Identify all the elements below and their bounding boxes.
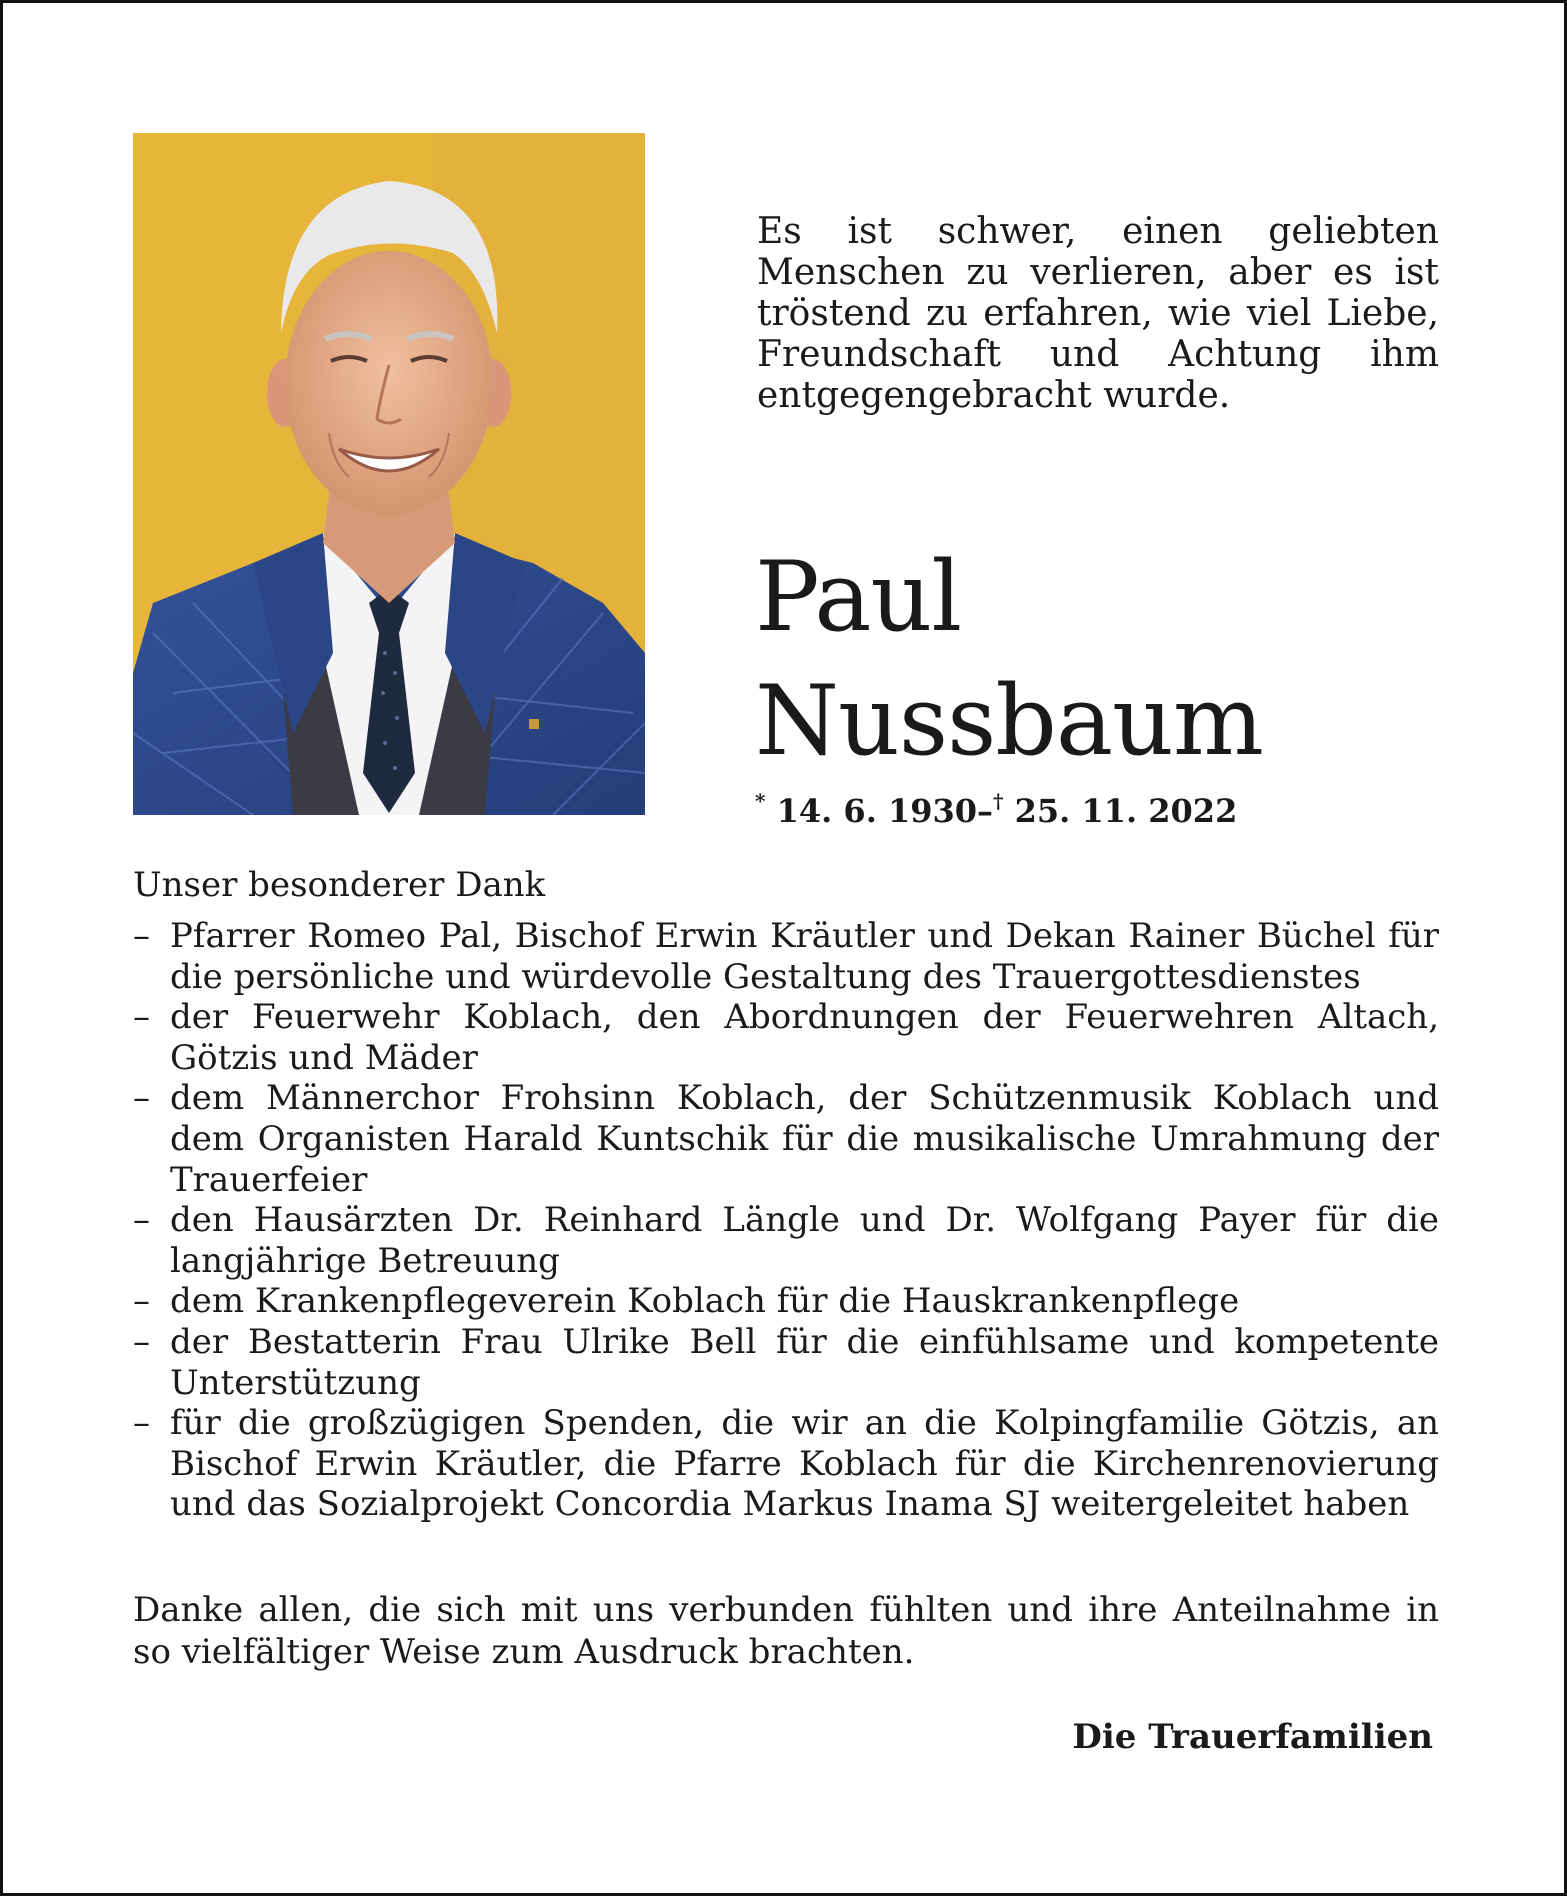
quote-line: und Achtung ihm entgegengebracht	[757, 334, 1439, 416]
date-separator: –	[977, 792, 994, 830]
list-item	[133, 1078, 1439, 1200]
list-item	[133, 1403, 1439, 1525]
list-item-text: der Feuerwehr Koblach, den Abordnungen der Feuerwehren Altach, Götzis und Mäder	[170, 997, 1439, 1078]
birth-date: 14. 6. 1930	[776, 792, 978, 830]
list-item	[133, 916, 1439, 997]
quote-text	[757, 211, 1439, 416]
death-date: 25. 11. 2022	[1014, 792, 1238, 830]
quote-line: wurde.	[1103, 375, 1231, 416]
list-dash: –	[133, 997, 150, 1038]
deceased-name	[755, 535, 1263, 783]
list-item	[133, 1322, 1439, 1403]
list-dash: –	[133, 1078, 150, 1119]
portrait-photo	[133, 133, 645, 815]
list-item-text: den Hausärzten Dr. Reinhard Längle und Dr. Wolfgang Payer für die langjährige Betreuung	[170, 1200, 1439, 1281]
list-item	[133, 997, 1439, 1078]
quote-line: zu verlieren, aber es ist tröstend zu	[757, 252, 1439, 334]
quote-line: Es ist schwer, einen geliebten Menschen	[757, 211, 1439, 293]
list-dash: –	[133, 1200, 150, 1241]
list-dash: –	[133, 1403, 150, 1444]
list-item-text: der Bestatterin Frau Ulrike Bell für die einfühlsame und kompetente Unterstützung	[170, 1321, 1439, 1403]
list-item-text: dem Männerchor Frohsinn Koblach, der Schützenmusik Koblach und dem Organisten Harald Kuntschik für die musikalische Umrahmung der Trauerfeier	[170, 1078, 1439, 1200]
first-name: Paul	[755, 541, 962, 653]
thanks-list	[133, 916, 1439, 1525]
signature: Die Trauerfamilien	[1072, 1717, 1433, 1757]
closing-text: Danke allen, die sich mit uns verbunden fühlten und ihre Anteilnahme in so vielfältiger Weise zum Ausdruck brachten.	[133, 1590, 1439, 1672]
list-item	[133, 1281, 1439, 1322]
list-item-text: für die großzügigen Spenden, die wir an die Kolpingfamilie Götzis, an Bischof Erwin Kräutler, die Pfarre Koblach für die Kirchenrenovierung und das Sozialprojekt Concordia Markus Inama SJ weitergeleitet haben	[170, 1403, 1439, 1525]
list-item	[133, 1200, 1439, 1281]
last-name: Nussbaum	[755, 665, 1263, 777]
birth-symbol: *	[755, 789, 766, 813]
list-dash: –	[133, 1321, 150, 1362]
life-dates	[755, 781, 1237, 831]
death-symbol: †	[993, 789, 1004, 813]
list-dash: –	[133, 1281, 150, 1322]
list-item-text: dem Krankenpflegeverein Koblach für die Hauskrankenpflege	[170, 1281, 1240, 1322]
portrait-illustration	[133, 133, 645, 815]
thanks-heading: Unser besonderer Dank	[133, 865, 546, 905]
list-item-text: Pfarrer Romeo Pal, Bischof Erwin Kräutler und Dekan Rainer Büchel für die persönliche und würdevolle Gestaltung des Trauergottesdienstes	[170, 916, 1439, 997]
quote-line: erfahren, wie viel Liebe, Freundschaft	[757, 293, 1440, 375]
list-dash: –	[133, 916, 150, 956]
